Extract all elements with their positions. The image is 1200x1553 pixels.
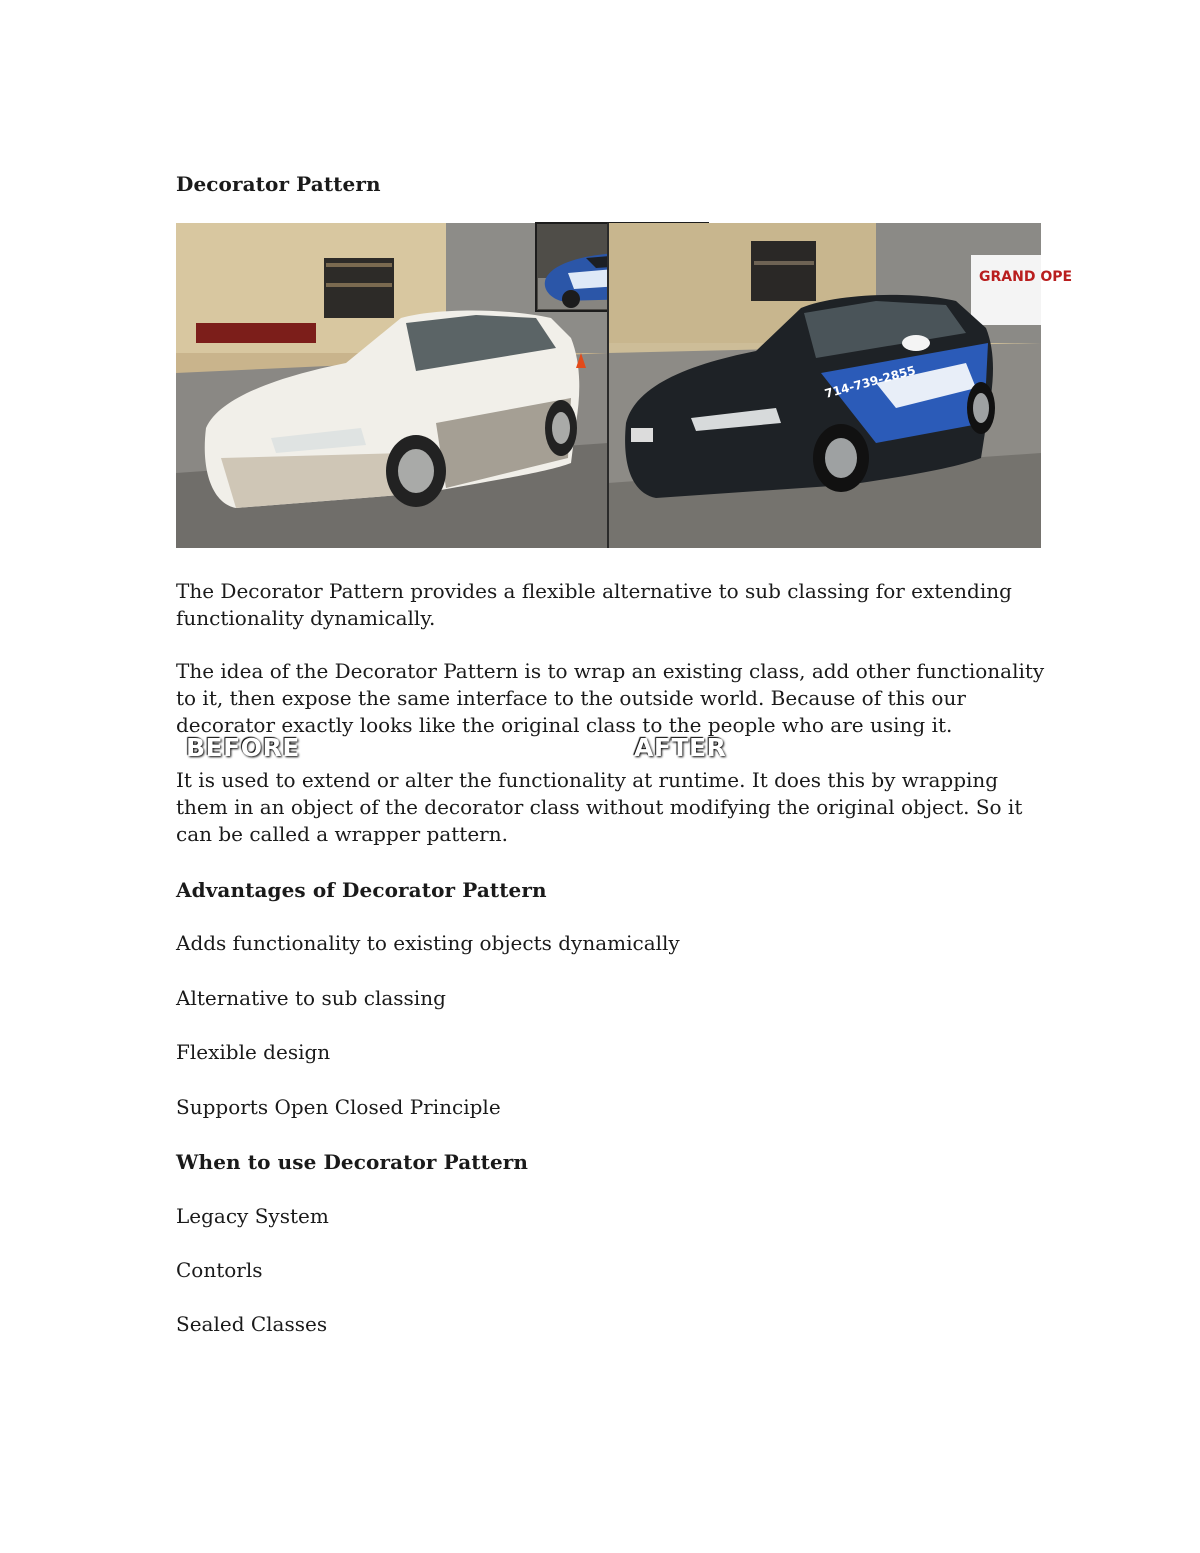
advantage-item: Adds functionality to existing objects dynamically xyxy=(176,931,680,955)
phone-decal: 714-739-2855 xyxy=(823,363,918,401)
when-to-use-heading: When to use Decorator Pattern xyxy=(176,1150,529,1174)
when-item: Legacy System xyxy=(176,1204,329,1228)
paragraph-intro: The Decorator Pattern provides a flexible alternative to sub classing for extending functionality dynamically. xyxy=(176,579,1012,630)
advantage-item: Alternative to sub classing xyxy=(176,986,446,1010)
before-label: BEFORE xyxy=(186,733,300,762)
sign-text: GRAND OPE xyxy=(979,269,1073,285)
document-title: Decorator Pattern xyxy=(176,172,381,196)
when-item: Contorls xyxy=(176,1258,263,1282)
paragraph-idea: The idea of the Decorator Pattern is to wrap an existing class, add other functionality to it, then expose the same interface to the outside world. Because of this our decorator exactly looks like the original class to the people who are using it. xyxy=(176,659,1045,737)
car-wrap-illustration xyxy=(176,223,1073,548)
paragraph-runtime: It is used to extend or alter the functionality at runtime. It does this by wrapping them in an object of the decorator class without modifying the original object. So it can be called a wrapper pattern. xyxy=(176,768,1023,846)
after-label: AFTER xyxy=(634,733,727,762)
when-item: Sealed Classes xyxy=(176,1312,328,1336)
advantage-item: Flexible design xyxy=(176,1040,331,1064)
advantage-item: Supports Open Closed Principle xyxy=(176,1095,501,1119)
advantages-heading: Advantages of Decorator Pattern xyxy=(176,878,547,902)
